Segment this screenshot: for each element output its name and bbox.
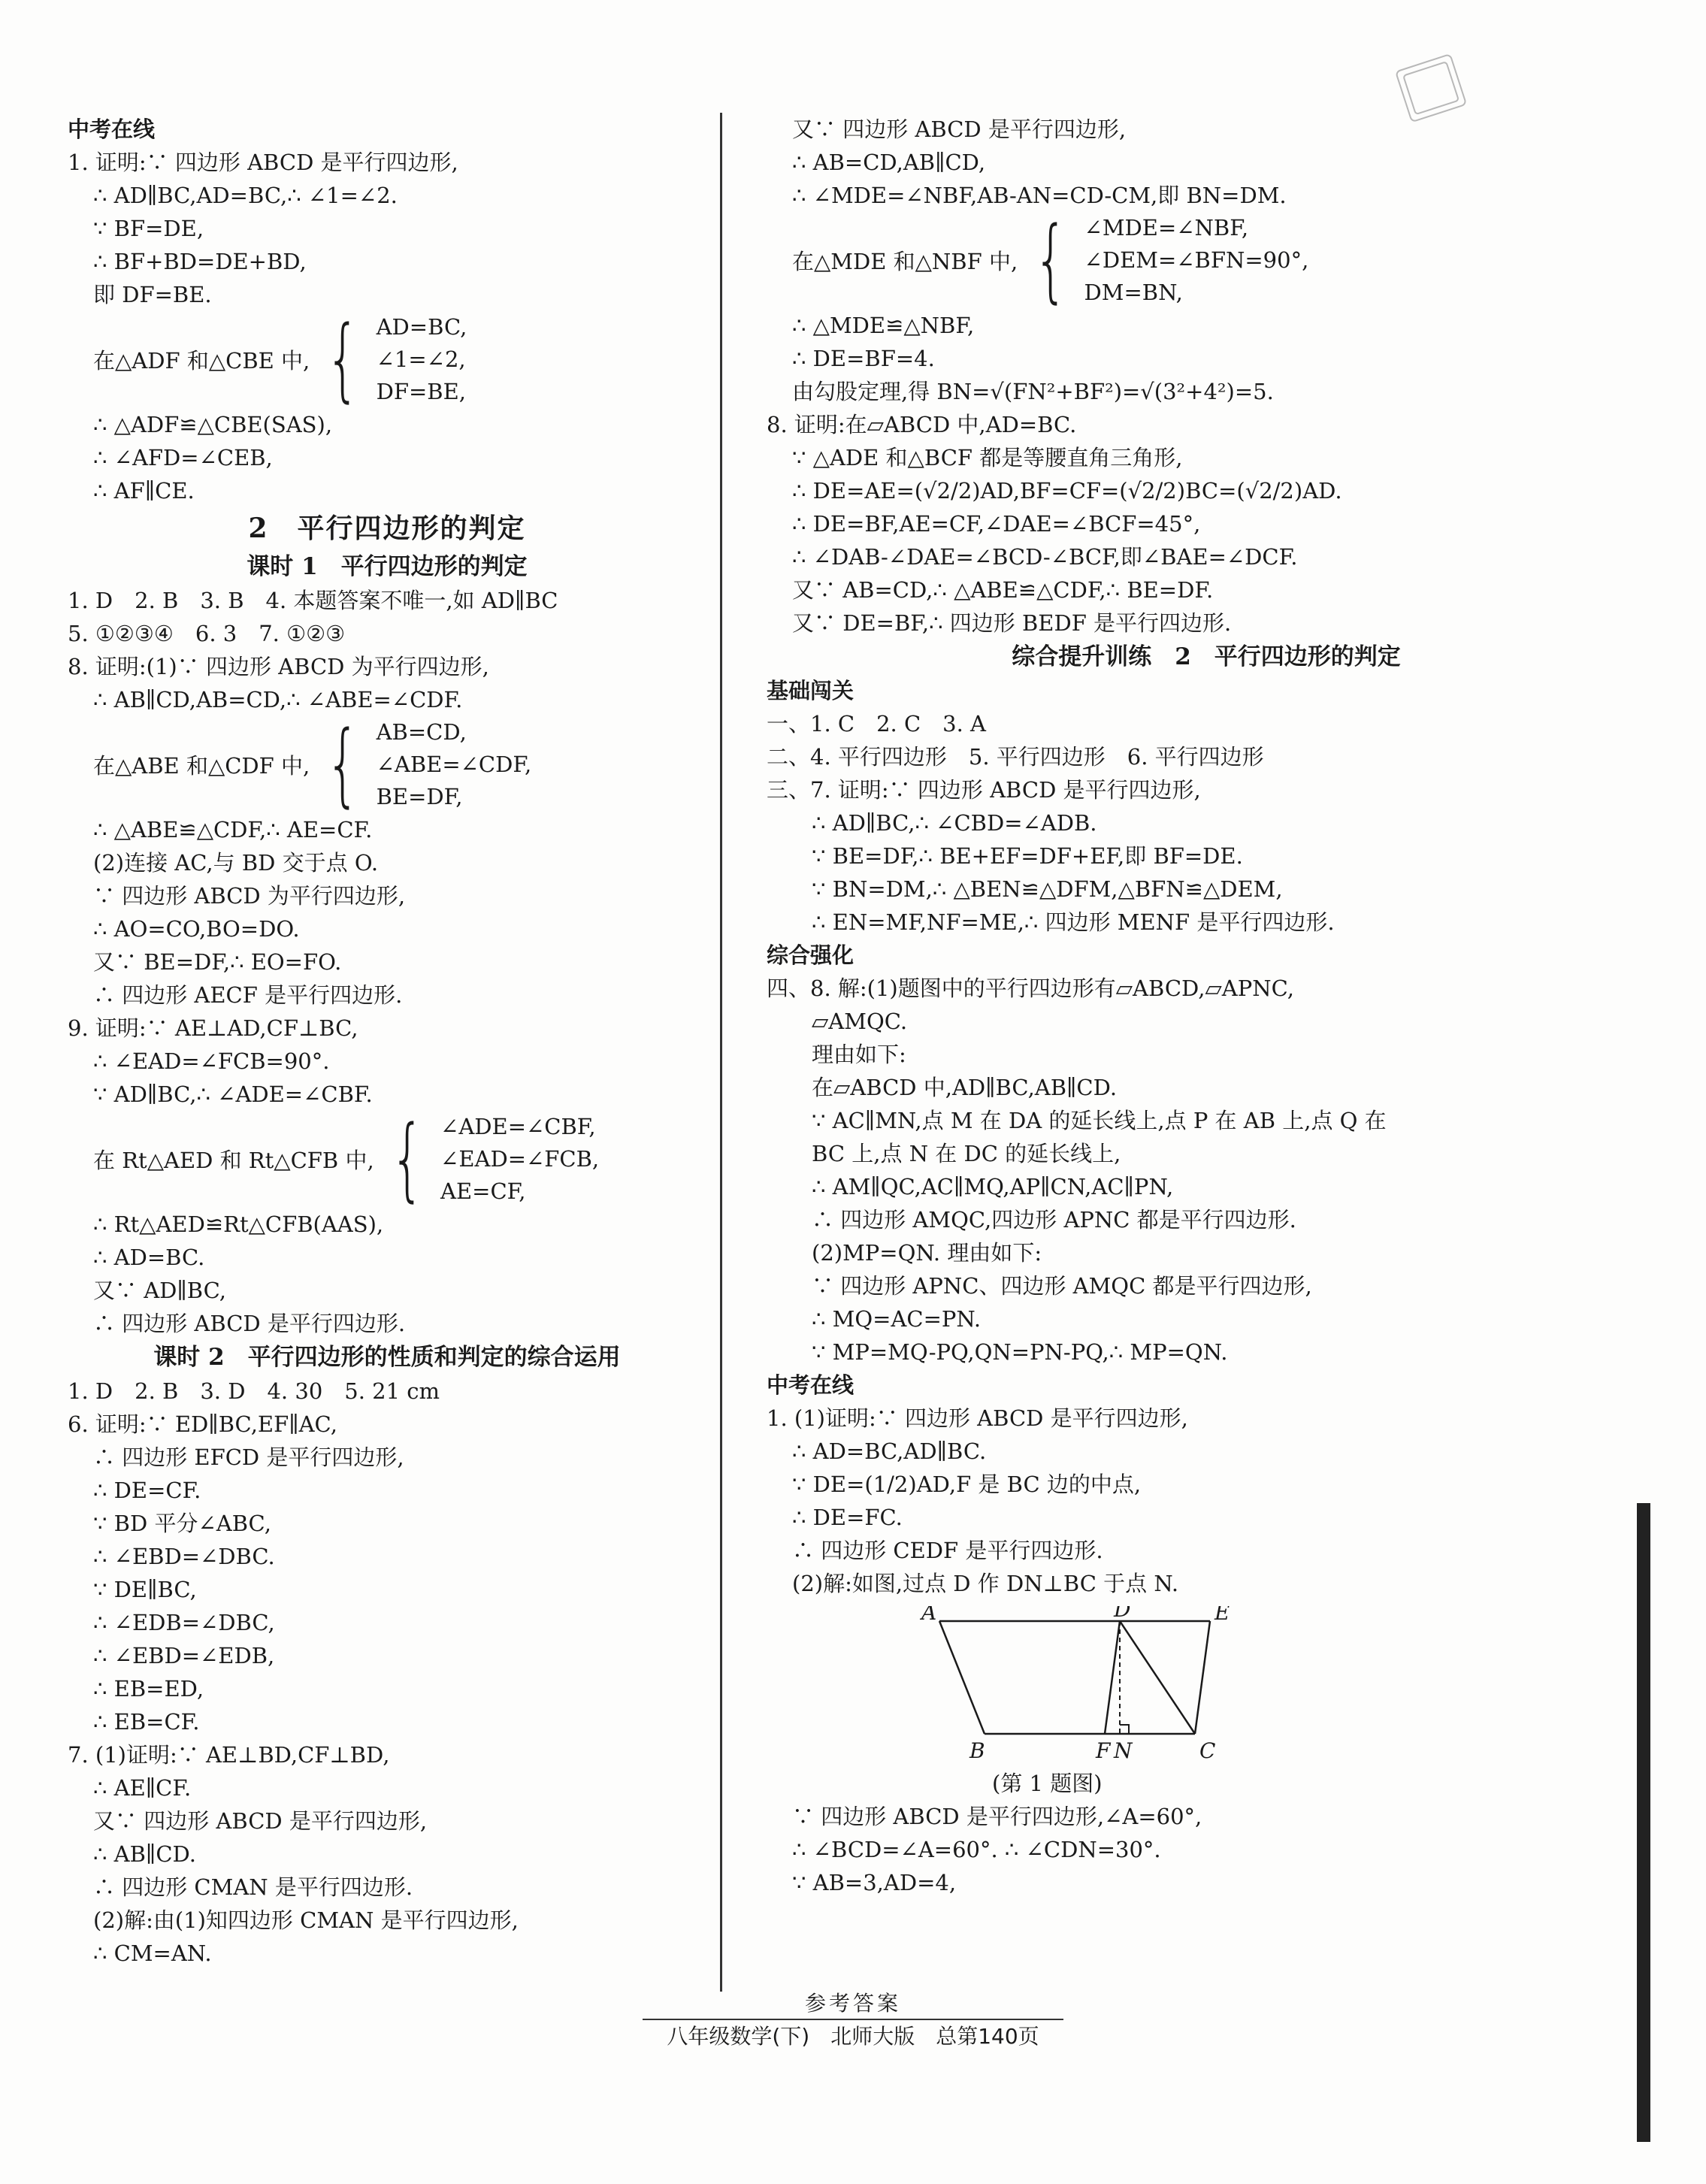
text-line: ∴ ∠EBD=∠EDB, <box>93 1643 275 1668</box>
label-F: F <box>1096 1738 1111 1763</box>
text-line: ∴ EB=CF. <box>93 1709 200 1735</box>
system-condition: ∠ABE=∠CDF, <box>376 752 532 777</box>
brace-symbol: { <box>1033 207 1069 313</box>
label-N: N <box>1114 1738 1133 1763</box>
text-line: ∴ AD∥BC,∴ ∠CBD=∠ADB. <box>812 810 1097 836</box>
text-line: (2)MP=QN. 理由如下: <box>812 1240 1042 1266</box>
text-line: ∴ ∠EAD=∠FCB=90°. <box>93 1048 330 1074</box>
equation-system <box>68 307 706 412</box>
text-line: ∴ 四边形 CMAN 是平行四边形. <box>93 1874 413 1900</box>
text-line: ∴ 四边形 AECF 是平行四边形. <box>93 982 403 1008</box>
equation-system <box>767 207 1646 313</box>
system-lead-text: 在△ABE 和△CDF 中, <box>93 753 310 779</box>
text-line: 四、8. 解:(1)题图中的平行四边形有▱ABCD,▱APNC, <box>767 976 1294 1001</box>
system-lead-text: 在△MDE 和△NBF 中, <box>792 249 1018 274</box>
system-condition: ∠ADE=∠CBF, <box>440 1114 596 1139</box>
column-divider <box>720 113 722 1992</box>
text-line: ∵ BF=DE, <box>93 216 204 241</box>
segment-DC <box>1120 1621 1195 1734</box>
lesson-title: 综合提升训练 2 平行四边形的判定 <box>1012 643 1401 670</box>
text-line: ∴ ∠MDE=∠NBF,AB-AN=CD-CM,即 BN=DM. <box>792 183 1287 208</box>
text-line: ∴ △MDE≌△NBF, <box>792 313 975 338</box>
right-column <box>767 113 1646 1899</box>
text-line: 8. 证明:(1)∵ 四边形 ABCD 为平行四边形, <box>68 654 489 679</box>
text-line: ∴ 四边形 CEDF 是平行四边形. <box>792 1538 1103 1563</box>
system-condition: ∠MDE=∠NBF, <box>1084 215 1249 240</box>
text-line: ∴ MQ=AC=PN. <box>812 1306 982 1332</box>
text-line: ∴ 四边形 EFCD 是平行四边形, <box>93 1444 404 1470</box>
section-heading: 中考在线 <box>68 116 156 142</box>
system-condition: BE=DF, <box>376 784 463 809</box>
text-line: ∵ BD 平分∠ABC, <box>93 1511 271 1536</box>
text-line: ∵ BN=DM,∴ △BEN≌△DFM,△BFN≌△DEM, <box>812 876 1283 902</box>
text-line: ∴ AM∥QC,AC∥MQ,AP∥CN,AC∥PN, <box>812 1174 1174 1199</box>
text-line: 又∵ 四边形 ABCD 是平行四边形, <box>792 116 1127 142</box>
label-B: B <box>969 1738 985 1763</box>
text-line: ∵ MP=MQ-PQ,QN=PN-PQ,∴ MP=QN. <box>812 1339 1228 1365</box>
text-line: ∴ AB∥CD,AB=CD,∴ ∠ABE=∠CDF. <box>93 687 463 712</box>
label-A: A <box>921 1606 937 1625</box>
text-line: ∴ ∠EDB=∠DBC, <box>93 1610 275 1635</box>
text-line: ∴ DE=BF=4. <box>792 346 935 371</box>
text-line: ∴ 四边形 AMQC,四边形 APNC 都是平行四边形. <box>812 1207 1296 1233</box>
text-line: 9. 证明:∵ AE⊥AD,CF⊥BC, <box>68 1015 358 1041</box>
chapter-title: 2 平行四边形的判定 <box>248 513 526 544</box>
text-line: 又∵ 四边形 ABCD 是平行四边形, <box>93 1808 428 1834</box>
text-line: 二、4. 平行四边形 5. 平行四边形 6. 平行四边形 <box>767 744 1264 770</box>
text-line: (2)连接 AC,与 BD 交于点 O. <box>93 850 379 876</box>
system-condition: ∠DEM=∠BFN=90°, <box>1084 247 1309 273</box>
text-line: 6. 证明:∵ ED∥BC,EF∥AC, <box>68 1411 337 1437</box>
text-line: ∴ AB∥CD. <box>93 1841 196 1867</box>
system-conditions <box>440 1111 599 1208</box>
text-line: 1. D 2. B 3. B 4. 本题答案不唯一,如 AD∥BC <box>68 588 558 613</box>
text-line: BC 上,点 N 在 DC 的延长线上, <box>812 1141 1121 1166</box>
footer-rule <box>643 2019 1063 2020</box>
equation-system <box>68 1106 706 1211</box>
brace-symbol: { <box>325 712 361 817</box>
text-line: ▱AMQC. <box>812 1009 908 1034</box>
text-line: ∴ AD=BC. <box>93 1245 205 1270</box>
section-heading: 综合强化 <box>767 942 855 968</box>
text-line: ∴ CM=AN. <box>93 1940 212 1966</box>
segment-DF <box>1105 1621 1120 1734</box>
text-line: ∵ 四边形 ABCD 为平行四边形, <box>93 883 406 909</box>
figure-container <box>909 1606 1646 1767</box>
system-condition: AD=BC, <box>376 314 467 340</box>
section-heading: 中考在线 <box>767 1372 855 1398</box>
text-line: ∴ BF+BD=DE+BD, <box>93 249 307 274</box>
segment-EC <box>1195 1621 1210 1734</box>
text-line: 又∵ AD∥BC, <box>93 1278 227 1303</box>
text-line: ∵ AD∥BC,∴ ∠ADE=∠CBF. <box>93 1081 373 1107</box>
text-line: (2)解:由(1)知四边形 CMAN 是平行四边形, <box>93 1907 519 1933</box>
text-line: ∴ DE=CF. <box>93 1478 201 1503</box>
text-line: 即 DF=BE. <box>93 282 212 307</box>
text-line: ∴ △ADF≌△CBE(SAS), <box>93 412 333 437</box>
text-line: 又∵ BE=DF,∴ EO=FO. <box>93 949 342 975</box>
label-C: C <box>1199 1738 1216 1763</box>
text-line: ∵ BE=DF,∴ BE+EF=DF+EF,即 BF=DE. <box>812 843 1243 869</box>
system-conditions <box>377 311 467 408</box>
text-line: 一、1. C 2. C 3. A <box>767 711 986 737</box>
system-condition: DM=BN, <box>1084 280 1183 305</box>
system-lead-text: 在△ADF 和△CBE 中, <box>93 348 310 374</box>
text-line: ∴ AO=CO,BO=DO. <box>93 916 300 942</box>
text-line: ∴ ∠EBD=∠DBC. <box>93 1544 275 1569</box>
brace-symbol: { <box>325 307 361 412</box>
text-line: ∵ DE∥BC, <box>93 1577 197 1602</box>
text-line: 三、7. 证明:∵ 四边形 ABCD 是平行四边形, <box>767 777 1201 803</box>
text-line: (2)解:如图,过点 D 作 DN⊥BC 于点 N. <box>792 1571 1179 1596</box>
left-column <box>68 113 706 1970</box>
page-footer <box>0 1990 1706 2050</box>
text-line: ∴ 四边形 ABCD 是平行四边形. <box>93 1311 406 1336</box>
text-line: ∵ △ADE 和△BCF 都是等腰直角三角形, <box>792 445 1183 470</box>
system-condition: AB=CD, <box>376 719 467 745</box>
text-line: ∴ DE=FC. <box>792 1505 903 1530</box>
system-conditions <box>1084 212 1309 309</box>
segment-AB <box>939 1621 985 1734</box>
right-angle-mark <box>1120 1725 1129 1734</box>
footer-subtitle: 八年级数学(下) 北师大版 总第140页 <box>667 2024 1039 2049</box>
section-heading: 基础闯关 <box>767 678 855 703</box>
text-line: 8. 证明:在▱ABCD 中,AD=BC. <box>767 412 1077 437</box>
text-line: 1. 证明:∵ 四边形 ABCD 是平行四边形, <box>68 150 458 175</box>
text-line: ∴ AB=CD,AB∥CD, <box>792 150 986 175</box>
text-line: ∴ EN=MF,NF=ME,∴ 四边形 MENF 是平行四边形. <box>812 909 1335 935</box>
footer-title: 参考答案 <box>804 1991 901 2016</box>
text-line: 7. (1)证明:∵ AE⊥BD,CF⊥BD, <box>68 1742 390 1768</box>
lesson-title: 课时 2 平行四边形的性质和判定的综合运用 <box>153 1344 621 1371</box>
text-line: 1. (1)证明:∵ 四边形 ABCD 是平行四边形, <box>767 1405 1188 1431</box>
lesson-title: 课时 1 平行四边形的判定 <box>247 553 528 580</box>
text-line: ∴ AD∥BC,AD=BC,∴ ∠1=∠2. <box>93 183 398 208</box>
system-lead-text: 在 Rt△AED 和 Rt△CFB 中, <box>93 1148 374 1173</box>
text-line: ∵ DE=(1/2)AD,F 是 BC 边的中点, <box>792 1472 1142 1497</box>
text-line: 又∵ DE=BF,∴ 四边形 BEDF 是平行四边形. <box>792 610 1232 636</box>
text-line: 理由如下: <box>812 1042 906 1067</box>
figure-caption: (第 1 题图) <box>992 1771 1103 1796</box>
text-line: ∴ DE=AE=(√2/2)AD,BF=CF=(√2/2)BC=(√2/2)AD. <box>792 478 1342 504</box>
text-line: ∵ 四边形 APNC、四边形 AMQC 都是平行四边形, <box>812 1273 1312 1299</box>
text-line: ∵ AC∥MN,点 M 在 DA 的延长线上,点 P 在 AB 上,点 Q 在 <box>812 1108 1387 1133</box>
system-condition: AE=CF, <box>440 1178 526 1204</box>
text-line: ∴ △ABE≌△CDF,∴ AE=CF. <box>93 817 373 842</box>
geometry-figure <box>909 1606 1240 1764</box>
system-conditions <box>377 716 532 813</box>
brace-symbol: { <box>389 1106 425 1211</box>
text-line: ∴ EB=ED, <box>93 1676 204 1702</box>
text-line: ∴ AE∥CF. <box>93 1775 192 1801</box>
system-condition: ∠1=∠2, <box>376 346 466 372</box>
text-line: ∴ ∠BCD=∠A=60°. ∴ ∠CDN=30°. <box>792 1837 1161 1862</box>
label-E: E <box>1214 1606 1230 1625</box>
text-line: 5. ①②③④ 6. 3 7. ①②③ <box>68 621 346 646</box>
label-D: D <box>1114 1606 1131 1622</box>
text-line: ∴ AF∥CE. <box>93 478 195 504</box>
equation-system <box>68 712 706 817</box>
text-line: 1. D 2. B 3. D 4. 30 5. 21 cm <box>68 1378 440 1404</box>
text-line: ∵ 四边形 ABCD 是平行四边形,∠A=60°, <box>792 1804 1202 1829</box>
text-line: ∴ Rt△AED≌Rt△CFB(AAS), <box>93 1211 384 1237</box>
text-line: ∴ ∠AFD=∠CEB, <box>93 445 273 470</box>
text-line: 在▱ABCD 中,AD∥BC,AB∥CD. <box>812 1075 1118 1100</box>
text-line: 由勾股定理,得 BN=√(FN²+BF²)=√(3²+4²)=5. <box>792 379 1274 404</box>
text-line: ∴ ∠DAB-∠DAE=∠BCD-∠BCF,即∠BAE=∠DCF. <box>792 544 1298 570</box>
system-condition: ∠EAD=∠FCB, <box>440 1146 600 1172</box>
text-line: ∴ DE=BF,AE=CF,∠DAE=∠BCF=45°, <box>792 511 1201 537</box>
text-line: 又∵ AB=CD,∴ △ABE≌△CDF,∴ BE=DF. <box>792 577 1214 603</box>
system-condition: DF=BE, <box>376 379 466 404</box>
text-line: ∵ AB=3,AD=4, <box>792 1870 957 1895</box>
text-line: ∴ AD=BC,AD∥BC. <box>792 1438 987 1464</box>
